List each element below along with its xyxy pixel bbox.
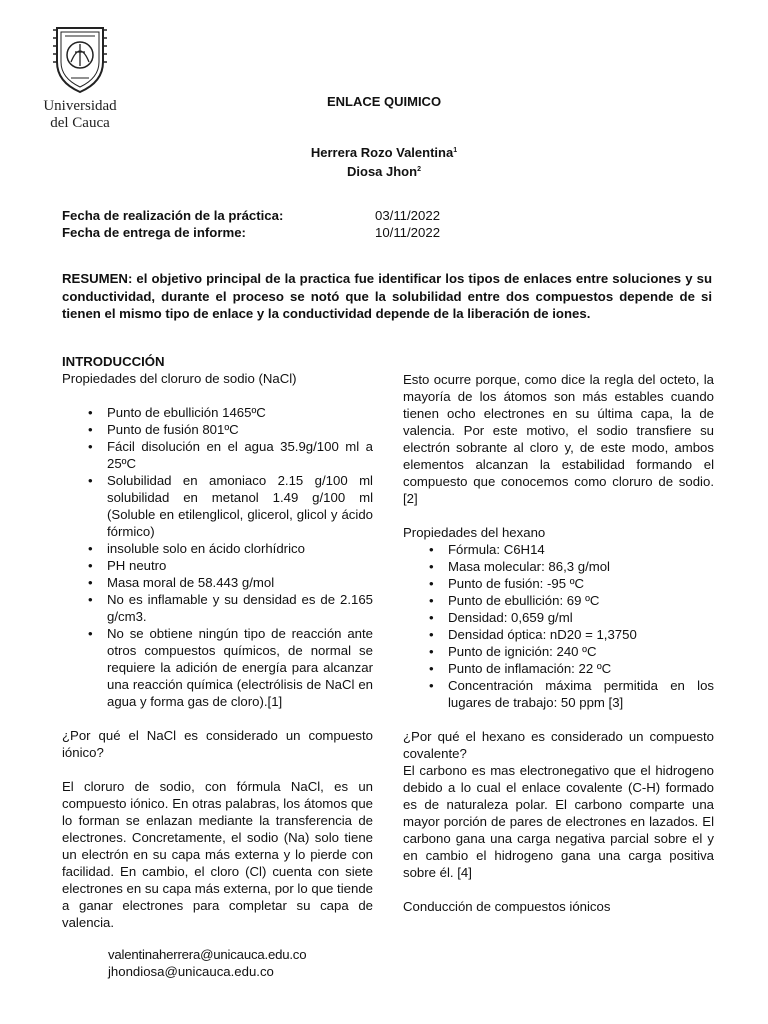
footnote-emails bbox=[108, 946, 306, 980]
list-item: • Punto de ebullición 1465ºC bbox=[62, 404, 373, 421]
university-seal-icon bbox=[51, 22, 109, 94]
list-item: • No se obtiene ningún tipo de reacción ante otros compuestos químicos, de normal se requiere la adición de energía para alcanzar una reacción química (electrólisis de NaCl en agua y forma gas de cloro).[1] bbox=[62, 625, 373, 710]
right-column bbox=[403, 371, 714, 915]
hexano-question: ¿Por qué el hexano es considerado un compuesto covalente? bbox=[403, 729, 714, 761]
list-item: • Masa molecular: 86,3 g/mol bbox=[403, 558, 714, 575]
list-item: • Solubilidad en amoniaco 2.15 g/100 ml solubilidad en metanol 1.49 g/100 ml (Soluble en etilenglicol, glicerol, glicol y ácido fórmico) bbox=[62, 472, 373, 540]
nacl-props-title: Propiedades del cloruro de sodio (NaCl) bbox=[62, 371, 297, 386]
list-item: • No es inflamable y su densidad es de 2.165 g/cm3. bbox=[62, 591, 373, 625]
list-item: • Punto de fusión 801ºC bbox=[62, 421, 373, 438]
list-item: • Fácil disolución en el agua 35.9g/100 ml a 25ºC bbox=[62, 438, 373, 472]
list-item: • Densidad: 0,659 g/ml bbox=[403, 609, 714, 626]
date-entrega-value: 10/11/2022 bbox=[375, 225, 441, 240]
list-item: • Punto de inflamación: 22 ºC bbox=[403, 660, 714, 677]
hexano-props-list bbox=[403, 541, 714, 711]
email-2: jhondiosa@unicauca.edu.co bbox=[108, 964, 274, 979]
list-item: • Punto de ignición: 240 ºC bbox=[403, 643, 714, 660]
university-name: Universidad del Cauca bbox=[43, 98, 117, 131]
nacl-question: ¿Por qué el NaCl es considerado un compuesto iónico? bbox=[62, 728, 373, 760]
list-item: • Fórmula: C6H14 bbox=[403, 541, 714, 558]
date-realizacion-label: Fecha de realización de la práctica: bbox=[62, 208, 284, 223]
nacl-props-list bbox=[62, 404, 373, 710]
list-item: • Punto de fusión: -95 ºC bbox=[403, 575, 714, 592]
author-2: Diosa Jhon$^2$ bbox=[347, 164, 421, 179]
date-entrega-label: Fecha de entrega de informe: bbox=[62, 225, 246, 240]
authors bbox=[0, 142, 768, 180]
list-item: • insoluble solo en ácido clorhídrico bbox=[62, 540, 373, 557]
date-labels bbox=[62, 207, 283, 241]
email-1: valentinaherrera@unicauca.edu.co bbox=[108, 947, 307, 962]
abstract: RESUMEN: el objetivo principal de la practica fue identificar los tipos de enlaces entre soluciones y su conductividad, durante el proceso se notó que la solubilidad entre dos compuestos depende de si tienen el mismo tipo de enlace y la conductividad depende de la liberación de iones. bbox=[62, 271, 712, 321]
hexano-props-title: Propiedades del hexano bbox=[403, 525, 546, 540]
conduccion-heading: Conducción de compuestos iónicos bbox=[403, 899, 611, 914]
list-item: • PH neutro bbox=[62, 557, 373, 574]
document-title: ENLACE QUIMICO bbox=[326, 94, 442, 109]
octeto-paragraph: Esto ocurre porque, como dice la regla del octeto, la mayoría de los átomos son más estables cuando tienen ocho electrones en su última capa, la de valencia. Por este motivo, el sodio transfiere su electrón sobrante al cloro y, de este modo, ambos elementos alcanzan la estabilidad formando el compuesto que conocemos como cloruro de sodio.[2] bbox=[403, 372, 714, 506]
section-heading: INTRODUCCIÓN bbox=[62, 354, 165, 369]
hexano-answer: El carbono es mas electronegativo que el hidrogeno debido a lo cual el enlace covalente (C-H) formado es de naturaleza polar. El carbono comparte una mayor porción de pares de electrones en lazados. El carbono gana una carga negativa parcial sobre el y en cambio el hidrogeno gana una carga positiva sobre él. [4] bbox=[403, 763, 714, 880]
nacl-answer: El cloruro de sodio, con fórmula NaCl, es un compuesto iónico. En otras palabras, los átomos que lo forman se enlazan mediante la transferencia de electrones. Concretamente, el sodio (Na) solo tiene un electrón en su capa más externa y lo pierde con facilidad. En cambio, el cloro (Cl) cuenta con siete electrones en su capa más externa, por lo que tiende a ganar electrones para completar su capa de valencia. bbox=[62, 779, 373, 930]
date-realizacion-value: 03/11/2022 bbox=[375, 208, 441, 223]
author-1: Herrera Rozo Valentina$^1$ bbox=[310, 145, 458, 160]
left-column bbox=[62, 353, 373, 931]
university-logo bbox=[40, 22, 120, 132]
date-values bbox=[375, 207, 440, 241]
list-item: • Densidad óptica: nD20 = 1,3750 bbox=[403, 626, 714, 643]
list-item: • Punto de ebullición: 69 ºC bbox=[403, 592, 714, 609]
list-item: • Concentración máxima permitida en los lugares de trabajo: 50 ppm [3] bbox=[403, 677, 714, 711]
list-item: • Masa moral de 58.443 g/mol bbox=[62, 574, 373, 591]
